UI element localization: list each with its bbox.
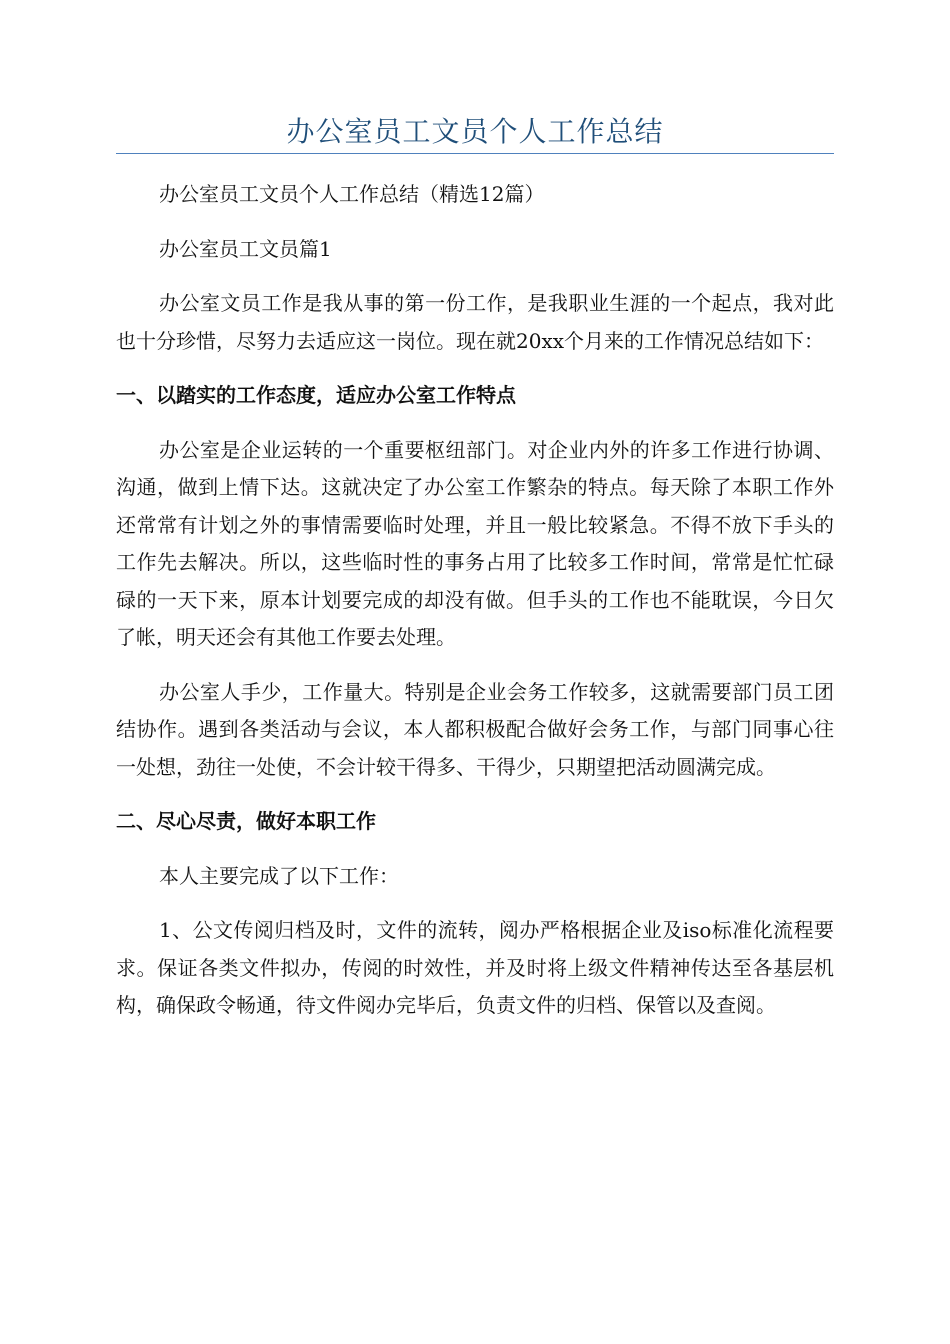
section-heading-1: 一、以踏实的工作态度，适应办公室工作特点 <box>116 383 516 407</box>
document-body <box>116 176 834 1042</box>
body-paragraph-3: 本人主要完成了以下工作： <box>159 863 399 888</box>
document-title: 办公室员工文员个人工作总结 <box>286 115 664 148</box>
title-underline <box>116 153 834 154</box>
section-label: 办公室员工文员篇1 <box>159 236 332 261</box>
subtitle-paragraph: 办公室员工文员个人工作总结（精选12篇） <box>159 182 545 206</box>
body-paragraph-4: 1、公文传阅归档及时，文件的流转，阅办严格根据企业及iso标准化流程要求。保证各类文件拟办，传阅的时效性，并及时将上级文件精神传达至各基层机构，确保政令畅通，待文件阅办完毕后，负责文件的归档、保管以及查阅。 <box>116 918 834 1017</box>
body-paragraph-1: 办公室是企业运转的一个重要枢纽部门。对企业内外的许多工作进行协调、沟通，做到上情下达。这就决定了办公室工作繁杂的特点。每天除了本职工作外还常常有计划之外的事情需要临时处理，并且一般比较紧急。不得不放下手头的工作先去解决。所以，这些临时性的事务占用了比较多工作时间，常常是忙忙碌碌的一天下来，原本计划要完成的却没有做。但手头的工作也不能耽误，今日欠了帐，明天还会有其他工作要去处理。 <box>116 437 834 649</box>
body-paragraph-2: 办公室人手少，工作量大。特别是企业会务工作较多，这就需要部门员工团结协作。遇到各类活动与会议，本人都积极配合做好会务工作，与部门同事心往一处想，劲往一处使，不会计较干得多、干得少，只期望把活动圆满完成。 <box>116 679 834 779</box>
intro-paragraph: 办公室文员工作是我从事的第一份工作，是我职业生涯的一个起点，我对此也十分珍惜，尽努力去适应这一岗位。现在就20xx个月来的工作情况总结如下： <box>116 291 834 353</box>
section-heading-2: 二、尽心尽责，做好本职工作 <box>116 809 376 833</box>
